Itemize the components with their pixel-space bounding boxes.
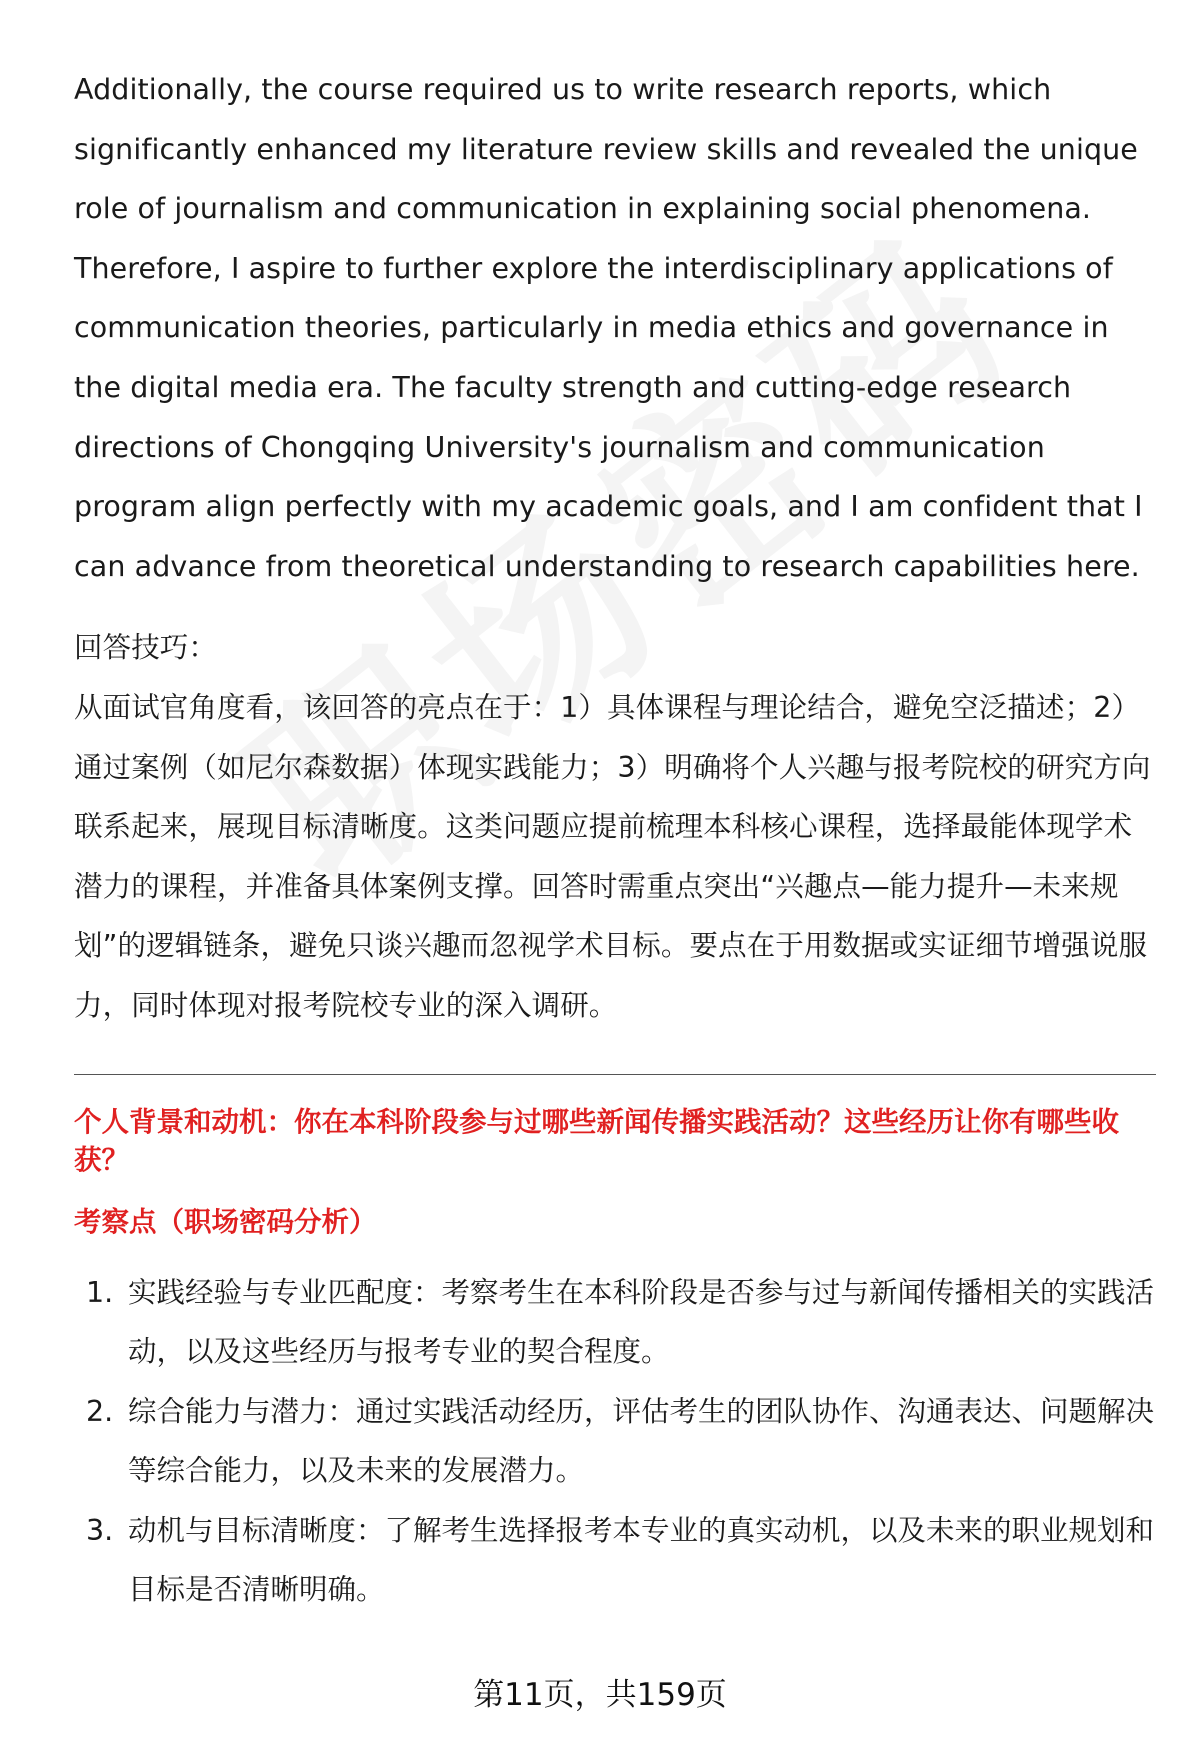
question-heading: 个人背景和动机：你在本科阶段参与过哪些新闻传播实践活动？这些经历让你有哪些收获？ [74,1105,1119,1176]
list-item [74,1263,1156,1382]
document-page [74,60,1156,1620]
intro-paragraph: Additionally, the course required us to write research reports, which significantly enhanced my literature review skills and revealed the unique role of journalism and communication in explaining social phenomena. Therefore, I aspire to further explore the interdisciplinary applications of communication theories, particularly in media ethics and governance in the digital media era. The faculty strength and cutting-edge research directions of Chongqing University's journalism and communication program align perfectly with my academic goals, and I am confident that I can advance from theoretical understanding to research capabilities here. [74,73,1143,583]
list-item [74,1501,1156,1620]
question-subheading: 考察点（职场密码分析） [74,1205,377,1238]
list-item [74,1382,1156,1501]
list-item-text: 综合能力与潜力：通过实践活动经历，评估考生的团队协作、沟通表达、问题解决等综合能力，以及未来的发展潜力。 [128,1394,1155,1488]
list-item-text: 实践经验与专业匹配度：考察考生在本科阶段是否参与过与新闻传播相关的实践活动，以及这些经历与报考专业的契合程度。 [128,1275,1155,1369]
tips-label: 回答技巧： [74,631,218,665]
tips-body: 从面试官角度看，该回答的亮点在于：1）具体课程与理论结合，避免空泛描述；2）通过案例（如尼尔森数据）体现实践能力；3）明确将个人兴趣与报考院校的研究方向联系起来，展现目标清晰度。这类问题应提前梳理本科核心课程，选择最能体现学术潜力的课程，并准备具体案例支撑。回答时需重点突出“兴趣点—能力提升—未来规划”的逻辑链条，避免只谈兴趣而忽视学术目标。要点在于用数据或实证细节增强说服力，同时体现对报考院校专业的深入调研。 [74,690,1151,1022]
list-item-number: 2. [86,1394,114,1428]
assessment-points-list [74,1263,1156,1621]
page-number-footer: 第11页，共159页 [473,1677,727,1713]
list-item-number: 3. [86,1513,114,1547]
list-item-text: 动机与目标清晰度：了解考生选择报考本专业的真实动机，以及未来的职业规划和目标是否清晰明确。 [128,1513,1155,1607]
section-divider [74,1074,1156,1075]
list-item-number: 1. [86,1275,114,1309]
